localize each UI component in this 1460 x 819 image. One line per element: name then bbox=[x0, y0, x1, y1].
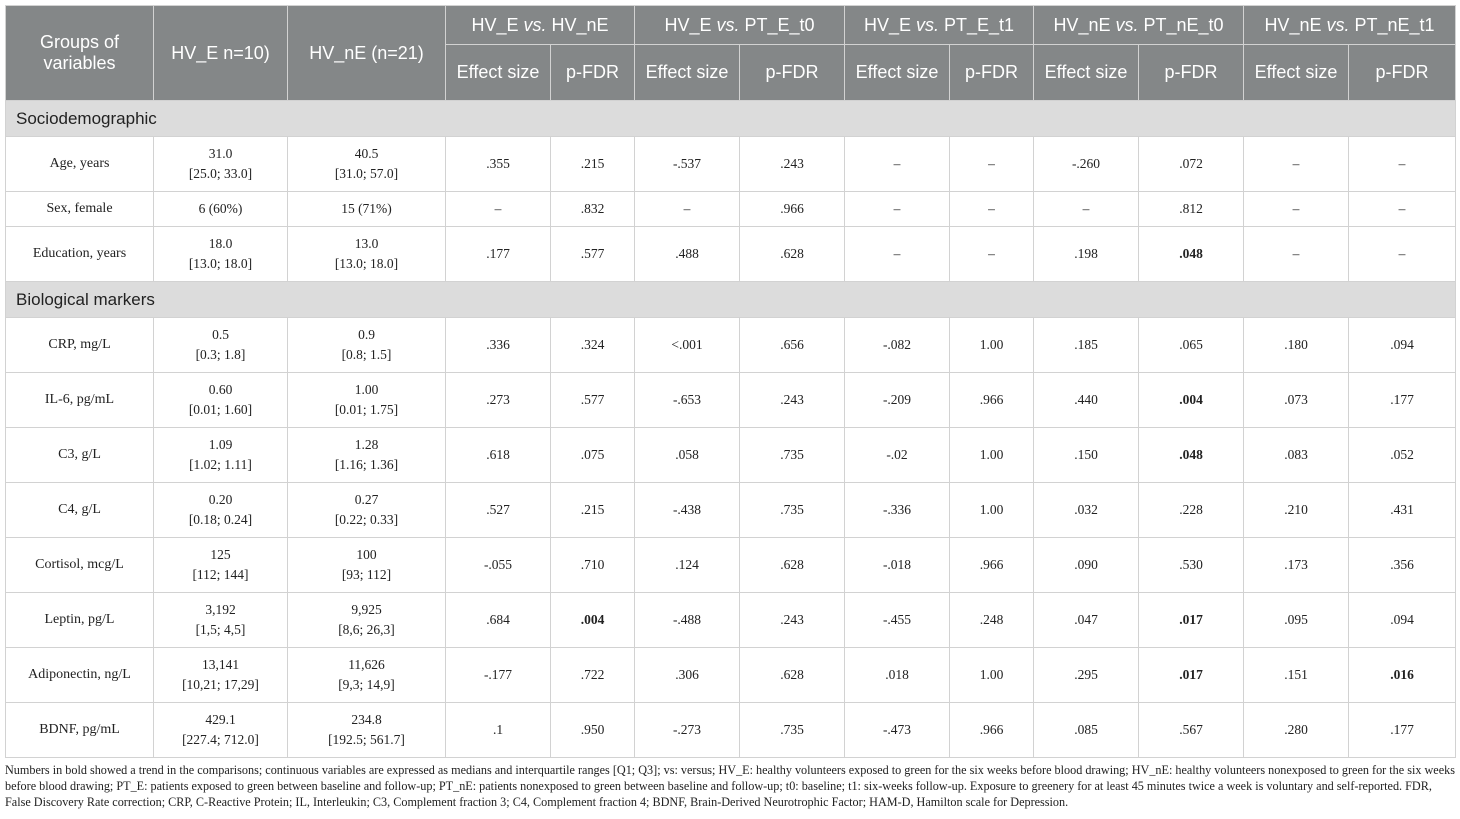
iqr-value: [0.22; 0.33] bbox=[334, 512, 399, 527]
iqr-value: [112; 144] bbox=[192, 567, 249, 582]
cell-p-fdr: .048 bbox=[1139, 428, 1244, 483]
header-effect-size: Effect size bbox=[1034, 45, 1139, 101]
cell-p-fdr: .356 bbox=[1349, 538, 1456, 593]
cell-hv-e bbox=[154, 318, 288, 373]
header-effect-size: Effect size bbox=[1244, 45, 1349, 101]
cell-p-fdr: .735 bbox=[740, 483, 845, 538]
median-value: 6 (60%) bbox=[198, 201, 243, 216]
cell-effect-size: .032 bbox=[1034, 483, 1139, 538]
cell-effect-size: .210 bbox=[1244, 483, 1349, 538]
cell-hv-e bbox=[154, 648, 288, 703]
cell-p-fdr: .431 bbox=[1349, 483, 1456, 538]
cell-effect-size: .180 bbox=[1244, 318, 1349, 373]
cell-p-fdr: .243 bbox=[740, 137, 845, 192]
row-label: Cortisol, mcg/L bbox=[6, 538, 154, 593]
cell-effect-size: – bbox=[1244, 192, 1349, 227]
cell-hv-e bbox=[154, 483, 288, 538]
table-row bbox=[6, 373, 1456, 428]
median-value: 1.09 bbox=[208, 437, 233, 452]
iqr-value: [10,21; 17,29] bbox=[182, 677, 259, 692]
iqr-value: [0.01; 1.75] bbox=[334, 402, 399, 417]
cell-p-fdr: .048 bbox=[1139, 227, 1244, 282]
median-value: 429.1 bbox=[205, 712, 236, 727]
cell-effect-size: -.055 bbox=[446, 538, 551, 593]
cell-effect-size: – bbox=[845, 192, 950, 227]
table-body bbox=[6, 101, 1456, 758]
cell-p-fdr: .072 bbox=[1139, 137, 1244, 192]
cell-hv-ne bbox=[288, 648, 446, 703]
header-comparison-3: HV_E vs. PT_E_t1 bbox=[845, 6, 1034, 45]
cell-p-fdr: 1.00 bbox=[950, 428, 1034, 483]
cell-effect-size: .090 bbox=[1034, 538, 1139, 593]
cell-effect-size: – bbox=[446, 192, 551, 227]
cell-effect-size: .440 bbox=[1034, 373, 1139, 428]
cell-effect-size: .085 bbox=[1034, 703, 1139, 758]
header-comparison-5: HV_nE vs. PT_nE_t1 bbox=[1244, 6, 1456, 45]
header-p-fdr: p-FDR bbox=[740, 45, 845, 101]
header-groups-of-variables: Groups of variables bbox=[6, 6, 154, 101]
cell-effect-size: – bbox=[1244, 227, 1349, 282]
cell-p-fdr: .094 bbox=[1349, 318, 1456, 373]
iqr-value: [8,6; 26,3] bbox=[338, 622, 395, 637]
median-value: 1.00 bbox=[354, 382, 379, 397]
iqr-value: [31.0; 57.0] bbox=[334, 166, 399, 181]
median-value: 100 bbox=[356, 547, 377, 562]
median-value: 18.0 bbox=[208, 236, 233, 251]
cell-effect-size: .177 bbox=[446, 227, 551, 282]
header-comparison-4: HV_nE vs. PT_nE_t0 bbox=[1034, 6, 1244, 45]
cell-effect-size: .150 bbox=[1034, 428, 1139, 483]
cell-p-fdr: .065 bbox=[1139, 318, 1244, 373]
cell-hv-e bbox=[154, 538, 288, 593]
cell-hv-e bbox=[154, 373, 288, 428]
cell-effect-size: – bbox=[845, 227, 950, 282]
cell-p-fdr: – bbox=[950, 227, 1034, 282]
cell-p-fdr: .177 bbox=[1349, 703, 1456, 758]
header-effect-size: Effect size bbox=[446, 45, 551, 101]
cell-effect-size: – bbox=[635, 192, 740, 227]
cell-hv-ne bbox=[288, 703, 446, 758]
iqr-value: [13.0; 18.0] bbox=[188, 256, 253, 271]
iqr-value: [1.16; 1.36] bbox=[334, 457, 399, 472]
row-label: CRP, mg/L bbox=[6, 318, 154, 373]
cell-p-fdr: .966 bbox=[950, 538, 1034, 593]
header-hv-e: HV_E n=10) bbox=[154, 6, 288, 101]
cell-p-fdr: .577 bbox=[551, 373, 635, 428]
cell-p-fdr: .656 bbox=[740, 318, 845, 373]
cell-p-fdr: – bbox=[950, 192, 1034, 227]
cell-effect-size: -.653 bbox=[635, 373, 740, 428]
cell-effect-size: .124 bbox=[635, 538, 740, 593]
cell-effect-size: -.260 bbox=[1034, 137, 1139, 192]
cell-p-fdr: .017 bbox=[1139, 593, 1244, 648]
cell-effect-size: .058 bbox=[635, 428, 740, 483]
median-value: 11,626 bbox=[348, 657, 385, 672]
cell-effect-size: -.473 bbox=[845, 703, 950, 758]
iqr-value: [0.18; 0.24] bbox=[188, 512, 253, 527]
cell-effect-size: .488 bbox=[635, 227, 740, 282]
cell-p-fdr: 1.00 bbox=[950, 483, 1034, 538]
median-value: 0.20 bbox=[208, 492, 233, 507]
cell-effect-size: .151 bbox=[1244, 648, 1349, 703]
section-header: Biological markers bbox=[6, 282, 1456, 318]
cell-effect-size: .198 bbox=[1034, 227, 1139, 282]
cell-effect-size: -.488 bbox=[635, 593, 740, 648]
cell-hv-ne bbox=[288, 483, 446, 538]
cell-effect-size: .173 bbox=[1244, 538, 1349, 593]
cell-p-fdr: .016 bbox=[1349, 648, 1456, 703]
cell-effect-size: -.177 bbox=[446, 648, 551, 703]
cell-p-fdr: .004 bbox=[1139, 373, 1244, 428]
median-value: 0.5 bbox=[212, 327, 229, 342]
header-comparison-1: HV_E vs. HV_nE bbox=[446, 6, 635, 45]
iqr-value: [13.0; 18.0] bbox=[334, 256, 399, 271]
row-label: BDNF, pg/mL bbox=[6, 703, 154, 758]
cell-p-fdr: .052 bbox=[1349, 428, 1456, 483]
median-value: 40.5 bbox=[354, 146, 379, 161]
cell-hv-e bbox=[154, 192, 288, 227]
cell-p-fdr: .324 bbox=[551, 318, 635, 373]
cell-p-fdr: .735 bbox=[740, 428, 845, 483]
cell-effect-size: <.001 bbox=[635, 318, 740, 373]
cell-effect-size: -.273 bbox=[635, 703, 740, 758]
row-label: Education, years bbox=[6, 227, 154, 282]
header-p-fdr: p-FDR bbox=[950, 45, 1034, 101]
iqr-value: [1.02; 1.11] bbox=[189, 457, 252, 472]
cell-p-fdr: .075 bbox=[551, 428, 635, 483]
median-value: 15 (71%) bbox=[341, 201, 392, 216]
cell-p-fdr: .243 bbox=[740, 593, 845, 648]
cell-p-fdr: 1.00 bbox=[950, 648, 1034, 703]
cell-hv-e bbox=[154, 593, 288, 648]
cell-p-fdr: .094 bbox=[1349, 593, 1456, 648]
median-value: 13.0 bbox=[354, 236, 379, 251]
cell-p-fdr: .950 bbox=[551, 703, 635, 758]
cell-p-fdr: .243 bbox=[740, 373, 845, 428]
cell-p-fdr: .812 bbox=[1139, 192, 1244, 227]
cell-hv-e bbox=[154, 227, 288, 282]
table-header bbox=[6, 6, 1456, 101]
table-footnote: Numbers in bold showed a trend in the comparisons; continuous variables are expressed as medians and interquartile ranges [Q1; Q3]; vs: versus; HV_E: healthy volunteers exposed to green for the six weeks before blood drawing; HV_nE: healthy volunteers nonexposed to green for the six weeks before blood drawing; PT_E: patients exposed to green between baseline and follow-up; PT_nE: patients nonexposed to green between baseline and follow-up; t0: baseline; t1: six-weeks follow-up. Exposure to greenery for at least 45 minutes twice a week is voluntary and self-reported. FDR, False Discovery Rate correction; CRP, C-Reactive Protein; IL, Interleukin; C3, Complement fraction 3; C4, Complement fraction 4; BDNF, Brain-Derived Neurotrophic Factor; HAM-D, Hamilton scale for Depression. bbox=[5, 763, 1455, 809]
cell-p-fdr: .177 bbox=[1349, 373, 1456, 428]
header-hv-ne: HV_nE (n=21) bbox=[288, 6, 446, 101]
cell-effect-size: .047 bbox=[1034, 593, 1139, 648]
cell-effect-size: .273 bbox=[446, 373, 551, 428]
iqr-value: [9,3; 14,9] bbox=[338, 677, 395, 692]
header-effect-size: Effect size bbox=[845, 45, 950, 101]
table-row bbox=[6, 703, 1456, 758]
table-row bbox=[6, 227, 1456, 282]
iqr-value: [1,5; 4,5] bbox=[195, 622, 246, 637]
table-row bbox=[6, 483, 1456, 538]
median-value: 31.0 bbox=[208, 146, 233, 161]
cell-effect-size: .1 bbox=[446, 703, 551, 758]
cell-effect-size: – bbox=[1244, 137, 1349, 192]
cell-p-fdr: .722 bbox=[551, 648, 635, 703]
iqr-value: [25.0; 33.0] bbox=[188, 166, 253, 181]
cell-p-fdr: .966 bbox=[950, 373, 1034, 428]
cell-effect-size: .306 bbox=[635, 648, 740, 703]
cell-p-fdr: .228 bbox=[1139, 483, 1244, 538]
cell-effect-size: -.455 bbox=[845, 593, 950, 648]
median-value: 0.9 bbox=[358, 327, 375, 342]
cell-p-fdr: – bbox=[1349, 137, 1456, 192]
cell-effect-size: -.018 bbox=[845, 538, 950, 593]
table-row bbox=[6, 428, 1456, 483]
cell-effect-size: .073 bbox=[1244, 373, 1349, 428]
header-comparison-2: HV_E vs. PT_E_t0 bbox=[635, 6, 845, 45]
table-row bbox=[6, 137, 1456, 192]
cell-p-fdr: .628 bbox=[740, 648, 845, 703]
header-p-fdr: p-FDR bbox=[1349, 45, 1456, 101]
iqr-value: [0.01; 1.60] bbox=[188, 402, 253, 417]
cell-effect-size: .280 bbox=[1244, 703, 1349, 758]
cell-p-fdr: .215 bbox=[551, 483, 635, 538]
cell-p-fdr: .628 bbox=[740, 538, 845, 593]
cell-hv-ne bbox=[288, 227, 446, 282]
row-label: C3, g/L bbox=[6, 428, 154, 483]
cell-hv-ne bbox=[288, 192, 446, 227]
row-label: C4, g/L bbox=[6, 483, 154, 538]
row-label: Age, years bbox=[6, 137, 154, 192]
iqr-value: [192.5; 561.7] bbox=[328, 732, 405, 747]
cell-effect-size: .336 bbox=[446, 318, 551, 373]
cell-p-fdr: 1.00 bbox=[950, 318, 1034, 373]
cell-hv-e bbox=[154, 137, 288, 192]
cell-hv-ne bbox=[288, 428, 446, 483]
median-value: 1.28 bbox=[354, 437, 379, 452]
cell-effect-size: – bbox=[845, 137, 950, 192]
cell-p-fdr: .966 bbox=[740, 192, 845, 227]
cell-p-fdr: .248 bbox=[950, 593, 1034, 648]
cell-effect-size: .095 bbox=[1244, 593, 1349, 648]
iqr-value: [0.3; 1.8] bbox=[195, 347, 246, 362]
row-label: IL-6, pg/mL bbox=[6, 373, 154, 428]
cell-effect-size: .083 bbox=[1244, 428, 1349, 483]
header-p-fdr: p-FDR bbox=[551, 45, 635, 101]
iqr-value: [227.4; 712.0] bbox=[182, 732, 259, 747]
cell-p-fdr: .710 bbox=[551, 538, 635, 593]
cell-p-fdr: .735 bbox=[740, 703, 845, 758]
section-header: Sociodemographic bbox=[6, 101, 1456, 137]
median-value: 234.8 bbox=[351, 712, 382, 727]
cell-hv-ne bbox=[288, 593, 446, 648]
table-row bbox=[6, 593, 1456, 648]
cell-effect-size: .618 bbox=[446, 428, 551, 483]
cell-effect-size: .527 bbox=[446, 483, 551, 538]
cell-hv-e bbox=[154, 703, 288, 758]
cell-effect-size: – bbox=[1034, 192, 1139, 227]
table-row bbox=[6, 192, 1456, 227]
table-row bbox=[6, 538, 1456, 593]
cell-effect-size: -.082 bbox=[845, 318, 950, 373]
cell-p-fdr: – bbox=[950, 137, 1034, 192]
median-value: 3,192 bbox=[205, 602, 236, 617]
cell-p-fdr: .215 bbox=[551, 137, 635, 192]
cell-p-fdr: – bbox=[1349, 227, 1456, 282]
cell-p-fdr: .567 bbox=[1139, 703, 1244, 758]
median-value: 0.60 bbox=[208, 382, 233, 397]
median-value: 9,925 bbox=[351, 602, 382, 617]
row-label: Adiponectin, ng/L bbox=[6, 648, 154, 703]
cell-effect-size: .684 bbox=[446, 593, 551, 648]
median-value: 125 bbox=[210, 547, 231, 562]
cell-hv-ne bbox=[288, 373, 446, 428]
header-p-fdr: p-FDR bbox=[1139, 45, 1244, 101]
table-row bbox=[6, 648, 1456, 703]
cell-p-fdr: .530 bbox=[1139, 538, 1244, 593]
cell-effect-size: .295 bbox=[1034, 648, 1139, 703]
cell-effect-size: -.02 bbox=[845, 428, 950, 483]
results-table bbox=[5, 5, 1456, 758]
row-label: Sex, female bbox=[6, 192, 154, 227]
cell-hv-e bbox=[154, 428, 288, 483]
row-label: Leptin, pg/L bbox=[6, 593, 154, 648]
cell-hv-ne bbox=[288, 318, 446, 373]
iqr-value: [0.8; 1.5] bbox=[341, 347, 392, 362]
cell-effect-size: .355 bbox=[446, 137, 551, 192]
cell-effect-size: .185 bbox=[1034, 318, 1139, 373]
cell-effect-size: -.336 bbox=[845, 483, 950, 538]
cell-p-fdr: .004 bbox=[551, 593, 635, 648]
iqr-value: [93; 112] bbox=[341, 567, 392, 582]
cell-p-fdr: – bbox=[1349, 192, 1456, 227]
cell-p-fdr: .017 bbox=[1139, 648, 1244, 703]
cell-effect-size: -.209 bbox=[845, 373, 950, 428]
median-value: 0.27 bbox=[354, 492, 379, 507]
cell-p-fdr: .577 bbox=[551, 227, 635, 282]
median-value: 13,141 bbox=[201, 657, 240, 672]
cell-hv-ne bbox=[288, 538, 446, 593]
cell-effect-size: -.537 bbox=[635, 137, 740, 192]
cell-p-fdr: .832 bbox=[551, 192, 635, 227]
table-row bbox=[6, 318, 1456, 373]
cell-p-fdr: .966 bbox=[950, 703, 1034, 758]
results-table-container bbox=[5, 5, 1455, 758]
cell-p-fdr: .628 bbox=[740, 227, 845, 282]
header-effect-size: Effect size bbox=[635, 45, 740, 101]
cell-hv-ne bbox=[288, 137, 446, 192]
cell-effect-size: .018 bbox=[845, 648, 950, 703]
cell-effect-size: -.438 bbox=[635, 483, 740, 538]
